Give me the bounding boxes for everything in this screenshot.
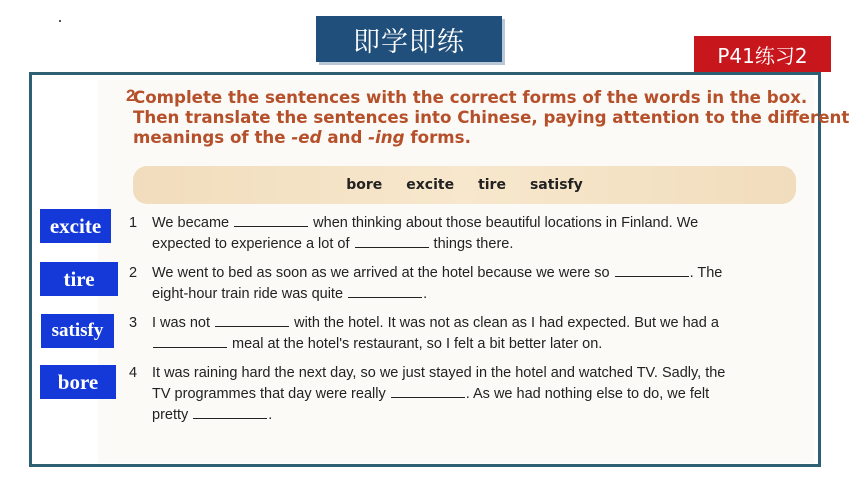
decorative-dot bbox=[59, 20, 61, 22]
page-reference-tag: P41练习2 bbox=[694, 36, 831, 72]
answer-label-satisfy: satisfy bbox=[41, 314, 114, 348]
exercise-instruction bbox=[133, 88, 850, 148]
page-title: 即学即练 bbox=[316, 16, 502, 62]
instruction-line: Complete the sentences with the correct forms of the words in the box. bbox=[133, 88, 808, 108]
word-box-item: satisfy bbox=[529, 177, 583, 193]
answer-label-tire: tire bbox=[40, 262, 118, 296]
instruction-line: meanings of the -ed and -ing forms. bbox=[133, 128, 471, 148]
exercise-frame bbox=[29, 72, 850, 467]
answer-blank[interactable] bbox=[153, 335, 227, 348]
item-number: 4 bbox=[129, 365, 138, 381]
answer-label-bore: bore bbox=[40, 365, 116, 399]
answer-blank[interactable] bbox=[234, 214, 308, 227]
instruction-line: Then translate the sentences into Chinese, paying attention to the different bbox=[133, 108, 850, 128]
word-box-item: tire bbox=[478, 177, 506, 193]
word-box bbox=[133, 166, 796, 204]
answer-label-excite: excite bbox=[40, 209, 111, 243]
answer-blank[interactable] bbox=[391, 385, 465, 398]
item-number: 1 bbox=[129, 215, 138, 231]
item-number: 3 bbox=[129, 315, 138, 331]
word-box-item: bore bbox=[346, 177, 383, 193]
answer-blank[interactable] bbox=[348, 285, 422, 298]
sentence-item: 2 We went to bed as soon as we arrived at the hotel because we were so . The eight-hour train ride was quite . bbox=[129, 265, 723, 302]
answer-blank[interactable] bbox=[215, 314, 289, 327]
exercise-number: 2 bbox=[126, 86, 136, 105]
answer-blank[interactable] bbox=[615, 264, 689, 277]
answer-blank[interactable] bbox=[355, 235, 429, 248]
item-number: 2 bbox=[129, 265, 138, 281]
word-box-item: excite bbox=[406, 177, 455, 193]
sentence-item: 3 I was not with the hotel. It was not as clean as I had expected. But we had a meal at the hotel's restaurant, so I felt a bit better later on. bbox=[129, 315, 719, 352]
sentence-item: 1 We became when thinking about those beautiful locations in Finland. We expected to experience a lot of things there. bbox=[129, 215, 699, 252]
sentence-item: 4 It was raining hard the next day, so we just stayed in the hotel and watched TV. Sadly, the TV programmes that day were really . As we had nothing else to do, we felt pretty . bbox=[129, 365, 726, 423]
answer-blank[interactable] bbox=[193, 406, 267, 419]
sentence-list bbox=[126, 213, 806, 434]
